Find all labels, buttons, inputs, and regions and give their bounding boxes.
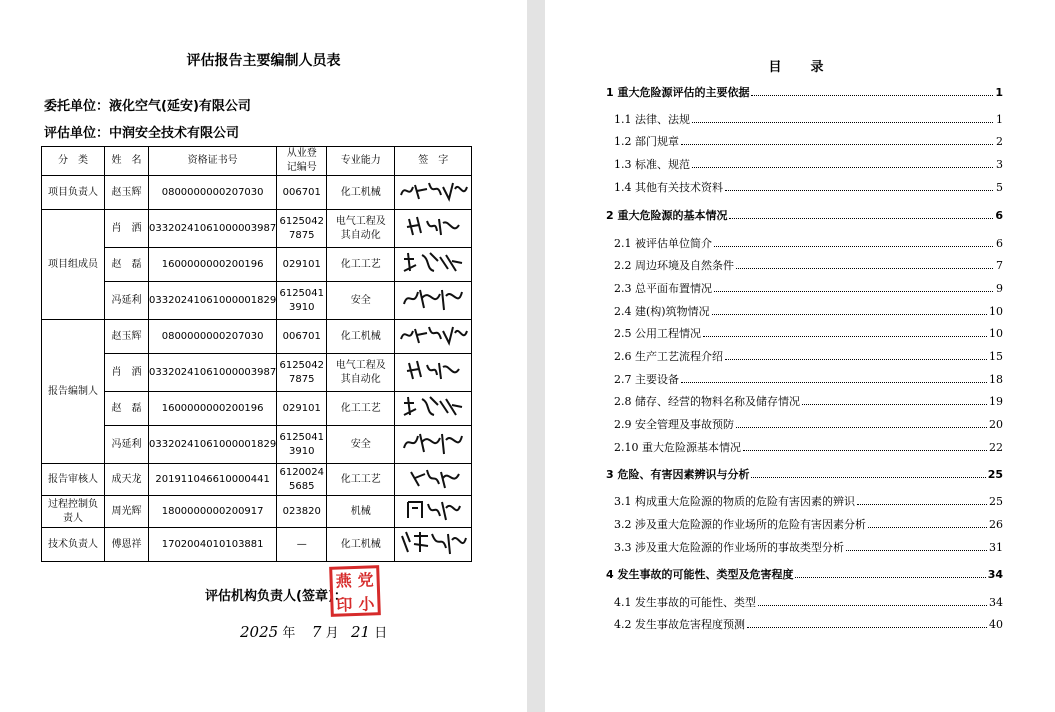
reg-line1: 6125041: [279, 431, 325, 443]
reg-cell: [277, 176, 327, 210]
toc-leader-dots: [692, 167, 993, 168]
toc-leader-dots: [846, 550, 987, 551]
toc-section[interactable]: [606, 539, 1003, 555]
toc-page-number: 6: [996, 237, 1003, 250]
toc-page-number: 15: [989, 350, 1003, 363]
toc-page-number: 2: [996, 135, 1003, 148]
toc-page-number: 19: [989, 395, 1003, 408]
toc-page-number: 31: [989, 541, 1003, 554]
toc-page-number: 6: [995, 209, 1003, 222]
skill-line2: 其自动化: [340, 373, 381, 385]
toc-page-number: 40: [989, 618, 1003, 631]
toc-leader-dots: [751, 95, 993, 96]
skill-line1: 化工工艺: [340, 258, 381, 270]
toc-page-number: 10: [989, 327, 1003, 340]
reg-cell: [277, 210, 327, 248]
header-category: 分 类: [42, 147, 105, 176]
toc-page-number: 18: [989, 373, 1003, 386]
toc-leader-dots: [736, 268, 993, 269]
reg-line2: 7875: [289, 373, 315, 385]
toc-section[interactable]: [606, 280, 1003, 296]
signature-cell: [395, 210, 472, 248]
group-cell: 报告审核人: [42, 464, 105, 496]
sign-date: [240, 622, 387, 641]
signature-image: [400, 249, 466, 275]
skill-cell: [327, 528, 395, 562]
skill-line1: 安全: [350, 294, 371, 306]
toc-label: 3 危险、有害因素辨识与分析: [606, 468, 750, 481]
cert-cell: 03320241061000001829: [149, 426, 277, 464]
reg-cell: [277, 496, 327, 528]
name-cell: 冯延利: [105, 426, 149, 464]
signature-cell: [395, 282, 472, 320]
name-cell: 冯延利: [105, 282, 149, 320]
toc-section[interactable]: [606, 348, 1003, 364]
reg-cell: [277, 528, 327, 562]
signature-cell: [395, 248, 472, 282]
header-skill: 专业能力: [327, 147, 395, 176]
reg-cell: [277, 282, 327, 320]
toc-page-number: 5: [996, 181, 1003, 194]
toc-page-number: 22: [989, 441, 1003, 454]
toc-section[interactable]: [606, 594, 1003, 610]
reg-line1: 023820: [282, 505, 321, 517]
skill-line1: 安全: [350, 438, 371, 450]
toc-chapter[interactable]: [606, 207, 1003, 223]
toc-page-number: 25: [989, 495, 1003, 508]
reg-line1: 029101: [282, 258, 321, 270]
skill-line2: 其自动化: [340, 229, 381, 241]
table-row: [42, 320, 472, 354]
toc-section[interactable]: [606, 325, 1003, 341]
table-row: [42, 176, 472, 210]
reg-line1: 029101: [282, 402, 321, 414]
toc-label: 2.6 生产工艺流程介绍: [614, 350, 723, 363]
date-month-unit: 月: [325, 626, 339, 641]
reg-line1: 006701: [282, 330, 321, 342]
signature-cell: [395, 354, 472, 392]
group-line2: 责人: [63, 512, 83, 524]
staff-table: [41, 146, 472, 562]
toc-label: 1.1 法律、法规: [614, 113, 690, 126]
toc-label: 2.10 重大危险源基本情况: [614, 441, 741, 454]
seal-char: 燕: [335, 571, 352, 591]
toc-label: 2.2 周边环境及自然条件: [614, 259, 734, 272]
signature-image: [400, 428, 466, 456]
reg-cell: [277, 464, 327, 496]
skill-cell: [327, 496, 395, 528]
toc-label: 1.4 其他有关技术资料: [614, 181, 723, 194]
toc-section[interactable]: [606, 439, 1003, 455]
toc-section[interactable]: [606, 156, 1003, 172]
date-day: 21: [350, 623, 371, 641]
toc-leader-dots: [729, 218, 993, 219]
toc-section[interactable]: [606, 111, 1003, 127]
reg-line1: 6125042: [279, 215, 325, 227]
toc-label: 1.2 部门规章: [614, 135, 679, 148]
toc-leader-dots: [736, 427, 987, 428]
skill-cell: [327, 354, 395, 392]
toc-leader-dots: [681, 144, 993, 145]
toc-section[interactable]: [606, 393, 1003, 409]
toc-page-number: 25: [987, 468, 1003, 481]
signature-image: [397, 177, 469, 203]
evaluator-unit: 评估单位：中润安全技术有限公司: [44, 126, 240, 141]
seal-char: 小: [358, 594, 375, 614]
name-cell: 赵 磊: [105, 248, 149, 282]
signature-image: [398, 528, 468, 556]
reg-line1: 006701: [282, 186, 321, 198]
header-sign: 签 字: [395, 147, 472, 176]
name-cell: 成天龙: [105, 464, 149, 496]
toc-page-number: 34: [989, 596, 1003, 609]
table-row: [42, 210, 472, 248]
responsible-label: 评估机构负责人(签章)：: [205, 589, 347, 604]
cert-cell: 03320241061000001829: [149, 282, 277, 320]
client-unit: 委托单位：液化空气(延安)有限公司: [44, 99, 251, 114]
toc-page-number: 9: [996, 282, 1003, 295]
toc-leader-dots: [802, 404, 987, 405]
reg-cell: [277, 426, 327, 464]
group-cell: 项目负责人: [42, 176, 105, 210]
toc-page-number: 34: [987, 568, 1003, 581]
toc-leader-dots: [692, 122, 993, 123]
page-gutter: [527, 0, 545, 712]
signature-cell: [395, 392, 472, 426]
skill-line1: 电气工程及: [335, 359, 386, 371]
reg-line2: 7875: [289, 229, 315, 241]
seal-char: 印: [336, 595, 353, 615]
toc-label: 1.3 标准、规范: [614, 158, 690, 171]
toc-leader-dots: [747, 627, 987, 628]
toc-page-number: 20: [989, 418, 1003, 431]
cert-cell: 0800000000207030: [149, 176, 277, 210]
skill-cell: [327, 464, 395, 496]
table-row: [42, 248, 472, 282]
cert-cell: 1800000000200917: [149, 496, 277, 528]
skill-cell: [327, 282, 395, 320]
toc-label: 3.3 涉及重大危险源的作业场所的事故类型分析: [614, 541, 844, 554]
toc-section[interactable]: [606, 235, 1003, 251]
toc-section[interactable]: [606, 133, 1003, 149]
skill-line1: 化工工艺: [340, 402, 381, 414]
group-cell: 报告编制人: [42, 320, 105, 464]
table-row: [42, 354, 472, 392]
toc-leader-dots: [725, 359, 987, 360]
cert-cell: 1702004010103881: [149, 528, 277, 562]
toc-label: 2.8 储存、经营的物料名称及储存情况: [614, 395, 800, 408]
toc-section[interactable]: [606, 371, 1003, 387]
skill-line1: 化工机械: [340, 538, 381, 550]
toc-page-number: 10: [989, 305, 1003, 318]
signature-image: [403, 357, 463, 383]
company-seal: [329, 565, 381, 617]
skill-line1: 化工工艺: [340, 473, 381, 485]
group-cell: 项目组成员: [42, 210, 105, 320]
signature-cell: [395, 320, 472, 354]
skill-line1: 电气工程及: [335, 215, 386, 227]
toc-section[interactable]: [606, 303, 1003, 319]
toc-title: 目 录: [768, 60, 832, 75]
toc-label: 2.9 安全管理及事故预防: [614, 418, 734, 431]
toc-leader-dots: [743, 450, 987, 451]
name-cell: 赵玉辉: [105, 176, 149, 210]
toc-page-number: 1: [995, 86, 1003, 99]
name-cell: 赵 磊: [105, 392, 149, 426]
toc-leader-dots: [751, 477, 985, 478]
signature-image: [403, 213, 463, 239]
toc-label: 4 发生事故的可能性、类型及危害程度: [606, 568, 794, 581]
date-year-unit: 年: [282, 626, 296, 641]
toc-leader-dots: [714, 291, 993, 292]
group-line1: 过程控制负: [48, 498, 98, 510]
toc-chapter[interactable]: [606, 84, 1003, 100]
toc-label: 2.5 公用工程情况: [614, 327, 701, 340]
toc-label: 3.2 涉及重大危险源的作业场所的危险有害因素分析: [614, 518, 866, 531]
toc-section[interactable]: [606, 493, 1003, 509]
signature-image: [405, 464, 461, 490]
toc-section[interactable]: [606, 416, 1003, 432]
toc-page-number: 3: [996, 158, 1003, 171]
toc-label: 2.4 建(构)筑物情况: [614, 305, 710, 318]
name-cell: 肖 洒: [105, 354, 149, 392]
skill-line1: 化工机械: [340, 330, 381, 342]
reg-line1: —: [296, 538, 307, 550]
signature-cell: [395, 426, 472, 464]
name-cell: 肖 洒: [105, 210, 149, 248]
signature-image: [402, 496, 464, 522]
toc-page-number: 1: [996, 113, 1003, 126]
reg-line1: 6125041: [279, 287, 325, 299]
toc-label: 3.1 构成重大危险源的物质的危险有害因素的辨识: [614, 495, 855, 508]
name-cell: 赵玉辉: [105, 320, 149, 354]
cert-cell: 0800000000207030: [149, 320, 277, 354]
reg-line2: 3910: [289, 301, 315, 313]
toc-leader-dots: [725, 190, 993, 191]
skill-cell: [327, 176, 395, 210]
toc-page-number: 7: [996, 259, 1003, 272]
signature-cell: [395, 496, 472, 528]
table-row: [42, 426, 472, 464]
toc-label: 4.2 发生事故危害程度预测: [614, 618, 745, 631]
signature-image: [400, 284, 466, 312]
toc-label: 1 重大危险源评估的主要依据: [606, 86, 750, 99]
date-day-unit: 日: [374, 626, 388, 641]
group-cell: 技术负责人: [42, 528, 105, 562]
group-cell: [42, 496, 105, 528]
reg-cell: [277, 248, 327, 282]
cert-cell: 1600000000200196: [149, 392, 277, 426]
skill-line1: 机械: [350, 505, 371, 517]
toc-label: 2.7 主要设备: [614, 373, 679, 386]
toc-label: 2 重大危险源的基本情况: [606, 209, 728, 222]
toc-leader-dots: [868, 527, 987, 528]
table-row: [42, 392, 472, 426]
cert-cell: 201911046610000441: [149, 464, 277, 496]
signature-image: [400, 393, 466, 419]
toc-leader-dots: [758, 605, 987, 606]
toc-page-number: 26: [989, 518, 1003, 531]
header-reg: [277, 147, 327, 176]
reg-line1: 6125042: [279, 359, 325, 371]
cert-cell: 1600000000200196: [149, 248, 277, 282]
skill-cell: [327, 426, 395, 464]
toc-leader-dots: [712, 314, 987, 315]
toc-section[interactable]: [606, 257, 1003, 273]
header-cert: 资格证书号: [149, 147, 277, 176]
toc-section[interactable]: [606, 179, 1003, 195]
signature-image: [397, 321, 469, 347]
skill-cell: [327, 248, 395, 282]
toc-chapter[interactable]: [606, 566, 1003, 582]
toc-leader-dots: [714, 246, 993, 247]
header-name: 姓 名: [105, 147, 149, 176]
reg-line2: 5685: [289, 480, 315, 492]
header-reg-line1: 从业登: [286, 148, 317, 159]
skill-line1: 化工机械: [340, 186, 381, 198]
skill-cell: [327, 320, 395, 354]
toc-label: 2.1 被评估单位简介: [614, 237, 712, 250]
date-year: 2025: [240, 623, 279, 641]
table-row: [42, 528, 472, 562]
table-row: [42, 464, 472, 496]
toc-chapter[interactable]: [606, 466, 1003, 482]
toc-label: 4.1 发生事故的可能性、类型: [614, 596, 756, 609]
signature-cell: [395, 176, 472, 210]
toc-leader-dots: [681, 382, 987, 383]
table-of-contents: [606, 84, 1003, 644]
cert-cell: 03320241061000003987: [149, 210, 277, 248]
reg-cell: [277, 320, 327, 354]
date-month: 7: [311, 623, 322, 641]
skill-cell: [327, 392, 395, 426]
table-row: [42, 282, 472, 320]
reg-cell: [277, 392, 327, 426]
table-row: [42, 496, 472, 528]
toc-leader-dots: [857, 504, 987, 505]
name-cell: 周光辉: [105, 496, 149, 528]
reg-line2: 3910: [289, 445, 315, 457]
signature-cell: [395, 528, 472, 562]
skill-cell: [327, 210, 395, 248]
header-reg-line2: 记编号: [286, 162, 317, 173]
cert-cell: 03320241061000003987: [149, 354, 277, 392]
reg-cell: [277, 354, 327, 392]
toc-section[interactable]: [606, 516, 1003, 532]
toc-leader-dots: [795, 577, 985, 578]
toc-label: 2.3 总平面布置情况: [614, 282, 712, 295]
reg-line1: 6120024: [279, 466, 325, 478]
signature-cell: [395, 464, 472, 496]
seal-char: 党: [357, 570, 374, 590]
toc-section[interactable]: [606, 616, 1003, 632]
toc-leader-dots: [703, 336, 987, 337]
staff-table-title: 评估报告主要编制人员表: [186, 53, 341, 69]
name-cell: 傅恩祥: [105, 528, 149, 562]
